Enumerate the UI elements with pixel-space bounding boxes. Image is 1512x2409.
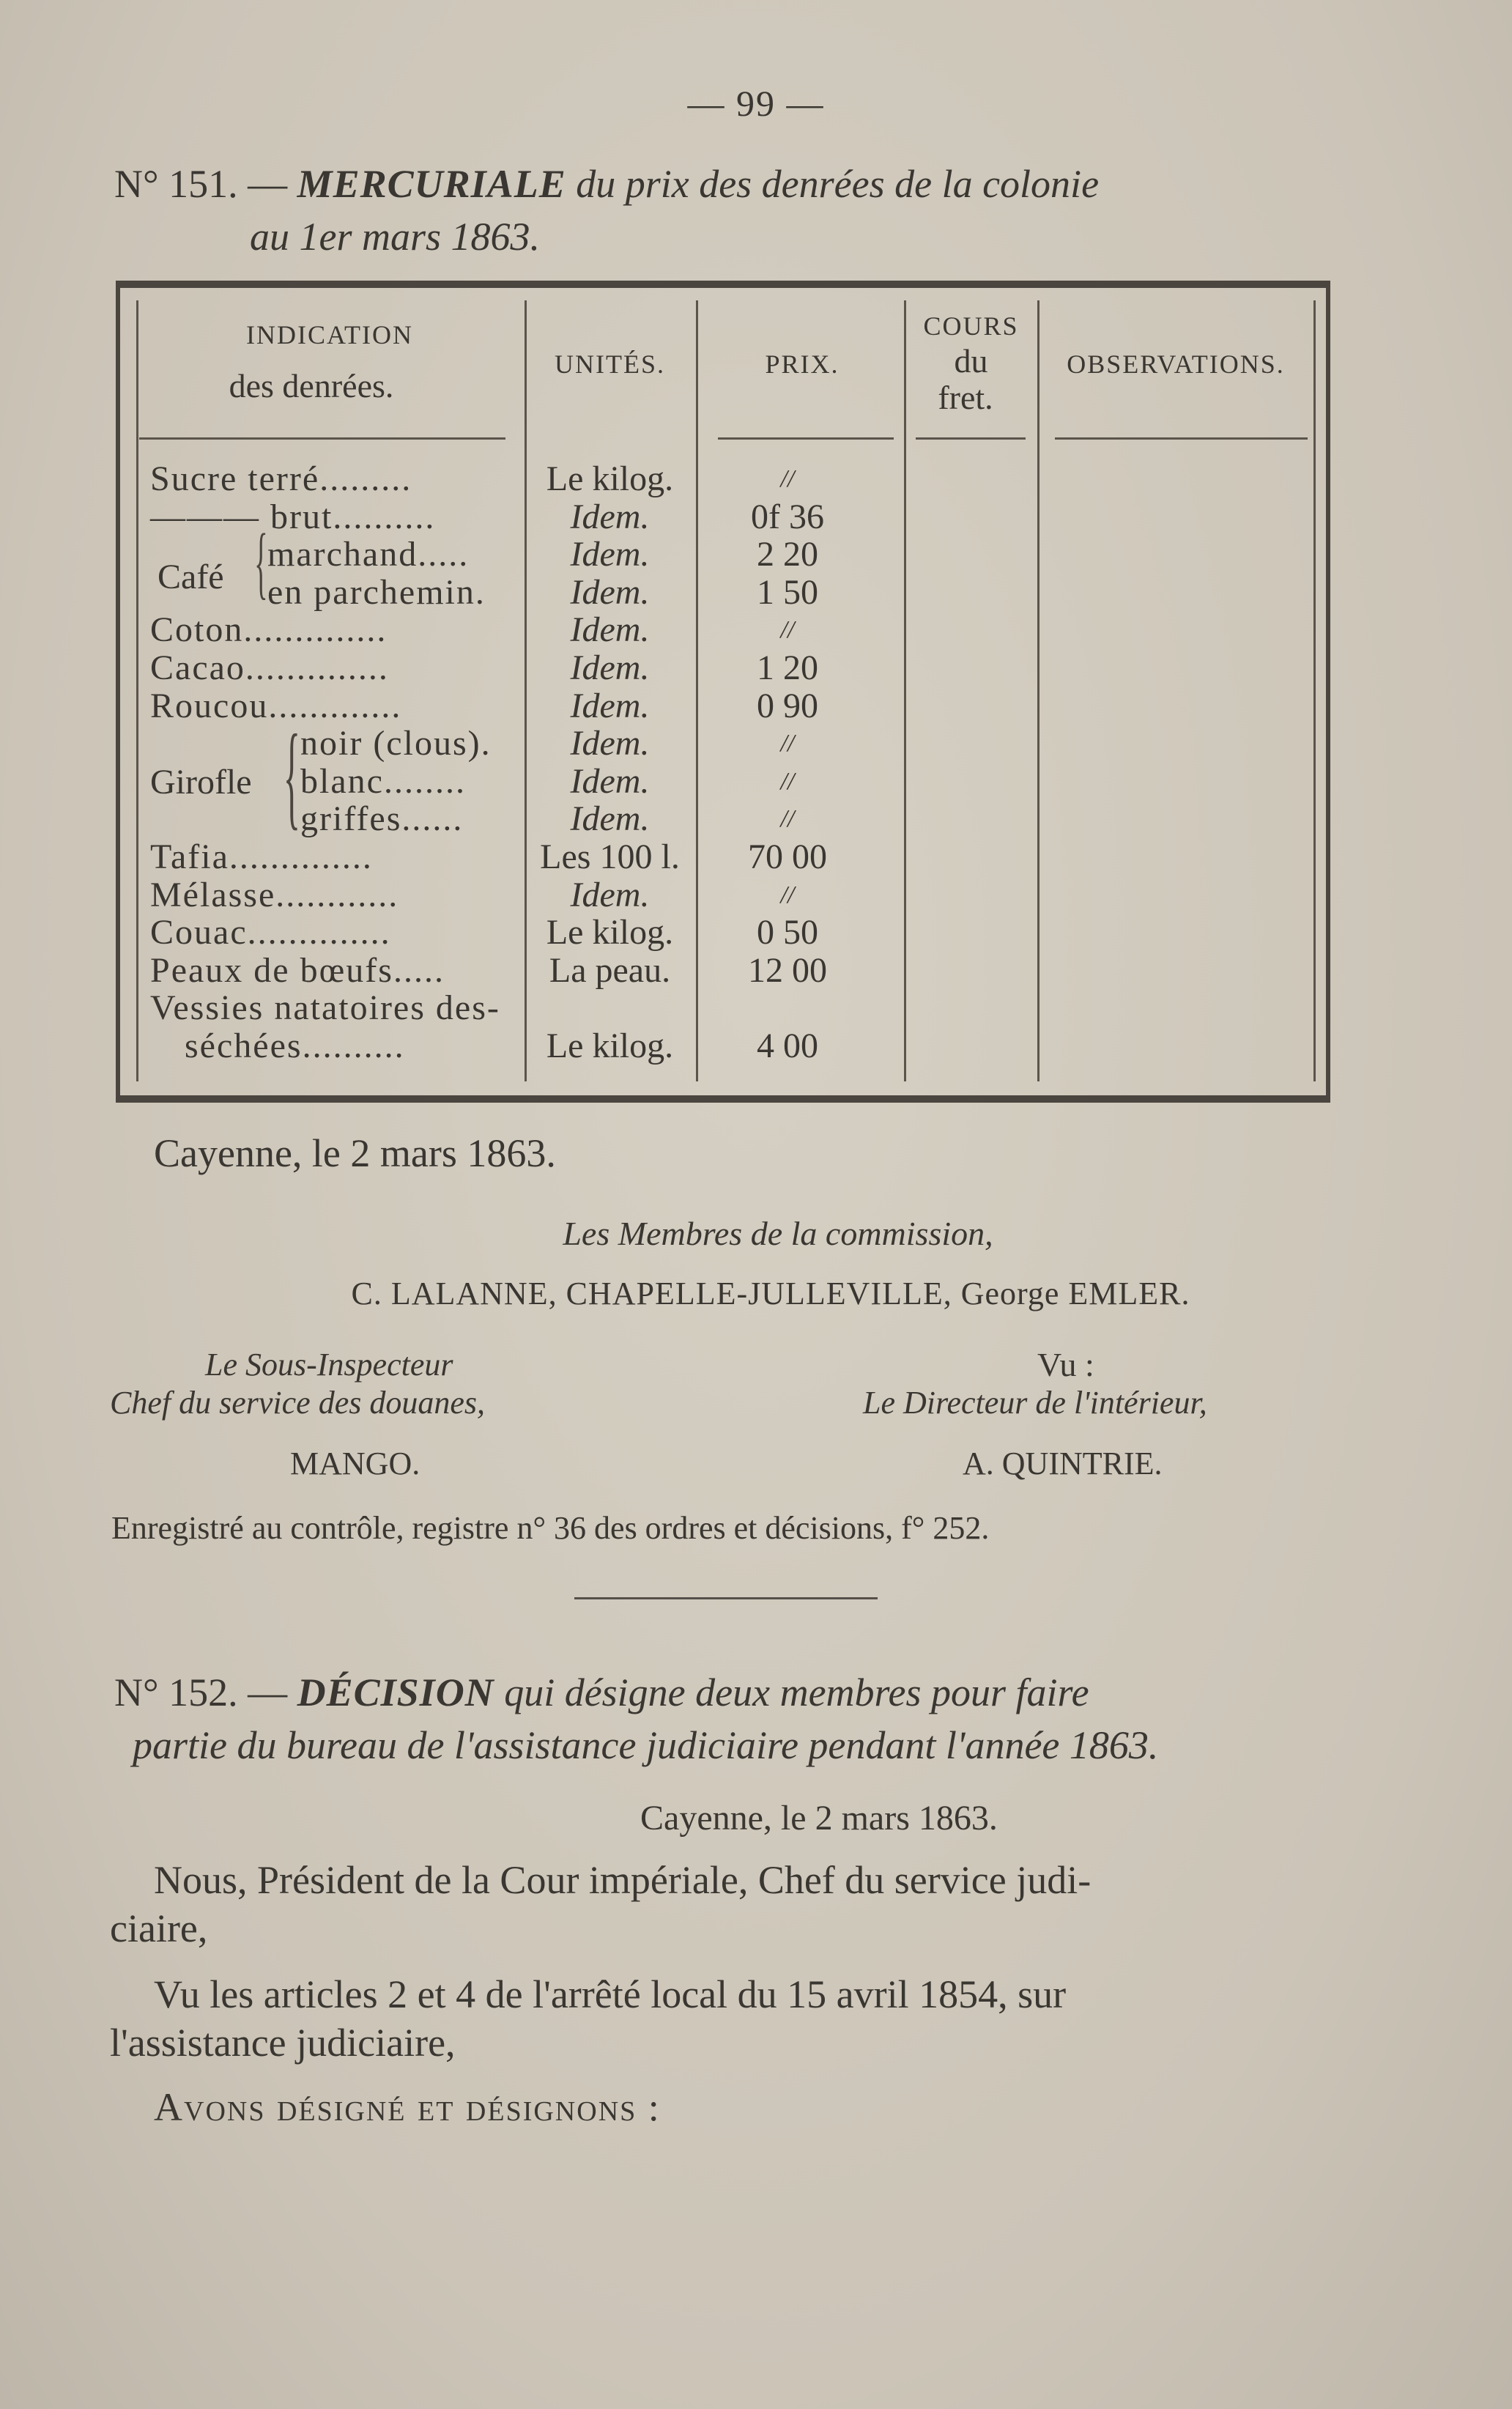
row-price: 70 00 [748, 837, 827, 876]
row-commodity: en parchemin. [267, 572, 486, 612]
decision-paragraph-1-cont: ciaire, [110, 1906, 208, 1950]
row-commodity: Coton.............. [150, 610, 388, 650]
table-column-rule [696, 300, 698, 1081]
registration-note: Enregistré au contrôle, registre n° 36 des ordres et décisions, f° 252. [111, 1510, 990, 1546]
header-indication: INDICATION [246, 320, 413, 349]
header-underline [718, 437, 894, 440]
decision-paragraph-3: Avons désigné et désignons : [154, 2085, 661, 2129]
row-commodity: Roucou............. [150, 686, 402, 725]
row-unit: Le kilog. [546, 913, 674, 952]
table-column-rule [525, 300, 527, 1081]
row-unit: Le kilog. [546, 459, 674, 498]
place-date-151: Cayenne, le 2 mars 1863. [154, 1131, 556, 1175]
row-price: // [780, 465, 795, 492]
row-commodity: Tafia.............. [150, 837, 373, 876]
row-commodity: séchées.......... [185, 1026, 405, 1065]
signatory-right-title-2: Le Directeur de l'intérieur, [863, 1385, 1207, 1421]
header-underline [916, 437, 1026, 440]
entry-152-title-line2: partie du bureau de l'assistance judiciaire pendant l'année 1863. [133, 1723, 1159, 1767]
row-unit: Idem. [570, 535, 650, 574]
row-commodity: marchand..... [267, 535, 470, 574]
row-price: // [780, 805, 795, 833]
row-price: // [780, 616, 795, 644]
row-price: 0 90 [757, 686, 818, 725]
row-unit: Idem. [570, 724, 650, 763]
group-label-cafe: Café [158, 558, 224, 596]
row-commodity: blanc........ [300, 761, 466, 801]
row-price: // [780, 881, 795, 909]
entry-152-keyword: DÉCISION [297, 1670, 494, 1714]
row-price: 0f 36 [751, 497, 824, 536]
entry-152-number: N° 152. — [114, 1670, 288, 1714]
row-price: 4 00 [757, 1026, 818, 1065]
row-commodity: Couac.............. [150, 913, 391, 952]
signatory-left-title-2: Chef du service des douanes, [110, 1385, 485, 1421]
group-label-girofle: Girofle [150, 763, 252, 802]
header-observations: OBSERVATIONS. [1067, 349, 1285, 379]
header-units: UNITÉS. [555, 349, 665, 379]
decision-paragraph-2: Vu les articles 2 et 4 de l'arrêté local du 15 avril 1854, sur [154, 1972, 1067, 2016]
entry-151-title [114, 158, 1330, 263]
row-commodity: Peaux de bœufs..... [150, 950, 445, 990]
header-indication-sub: des denrées. [229, 367, 394, 404]
row-unit: Idem. [570, 497, 650, 536]
row-price: 0 50 [757, 913, 818, 952]
row-unit: Idem. [570, 761, 650, 801]
entry-151-keyword: MERCURIALE [297, 162, 566, 206]
row-price: // [780, 767, 795, 795]
row-price: 12 00 [748, 950, 827, 990]
section-divider [574, 1597, 878, 1599]
header-underline [1055, 437, 1308, 440]
row-unit: Idem. [570, 610, 650, 650]
header-price: PRIX. [765, 349, 840, 379]
row-commodity: Sucre terré......... [150, 459, 412, 498]
entry-151-number: N° 151. — [114, 162, 288, 206]
decision-paragraph-2-cont: l'assistance judiciaire, [110, 2021, 456, 2065]
row-unit: Idem. [570, 648, 650, 687]
signatory-right-name: A. QUINTRIE. [963, 1446, 1163, 1481]
table-inner-left-rule [136, 300, 138, 1081]
entry-151-title-line2: au 1er mars 1863. [250, 215, 541, 259]
row-unit: Idem. [570, 799, 650, 839]
row-unit: Idem. [570, 875, 650, 914]
brace-cafe: { [254, 517, 268, 607]
header-freight-du: du [954, 342, 988, 380]
signatory-left-title-1: Le Sous-Inspecteur [205, 1347, 453, 1383]
brace-girofle: { [283, 710, 300, 840]
header-freight-fret: fret. [938, 379, 993, 416]
decision-paragraph-1: Nous, Président de la Cour impériale, Chef du service judi- [154, 1858, 1092, 1902]
commission-members: C. LALANNE, CHAPELLE-JULLEVILLE, George EMLER. [351, 1276, 1190, 1311]
row-price: // [780, 730, 795, 758]
header-freight: COURS [923, 311, 1019, 341]
row-unit: Idem. [570, 686, 650, 725]
place-date-152: Cayenne, le 2 mars 1863. [640, 1799, 998, 1838]
row-commodity: ——— brut.......... [150, 497, 436, 536]
table-column-rule [904, 300, 906, 1081]
row-commodity: Vessies natatoires des- [150, 988, 500, 1028]
row-commodity: griffes...... [300, 799, 464, 839]
row-price: 1 20 [757, 648, 818, 687]
page-number: — 99 — [687, 83, 825, 124]
row-commodity: Cacao.............. [150, 648, 389, 687]
row-unit: Les 100 l. [540, 837, 680, 876]
row-price: 2 20 [757, 535, 818, 574]
row-commodity: Mélasse............ [150, 875, 399, 914]
row-commodity: noir (clous). [300, 724, 492, 763]
row-unit: La peau. [549, 950, 671, 990]
signatory-right-title-1: Vu : [1037, 1346, 1094, 1383]
entry-152-title [114, 1666, 1330, 1772]
table-inner-right-rule [1313, 300, 1316, 1081]
signatory-left-name: MANGO. [290, 1446, 420, 1481]
row-unit: Le kilog. [546, 1026, 674, 1065]
row-unit: Idem. [570, 572, 650, 612]
header-underline [139, 437, 505, 440]
table-column-rule [1037, 300, 1040, 1081]
row-price: 1 50 [757, 572, 818, 612]
entry-151-title-line1: du prix des denrées de la colonie [576, 162, 1100, 206]
entry-152-title-line1: qui désigne deux membres pour faire [504, 1670, 1089, 1714]
commission-label: Les Membres de la commission, [563, 1215, 993, 1252]
